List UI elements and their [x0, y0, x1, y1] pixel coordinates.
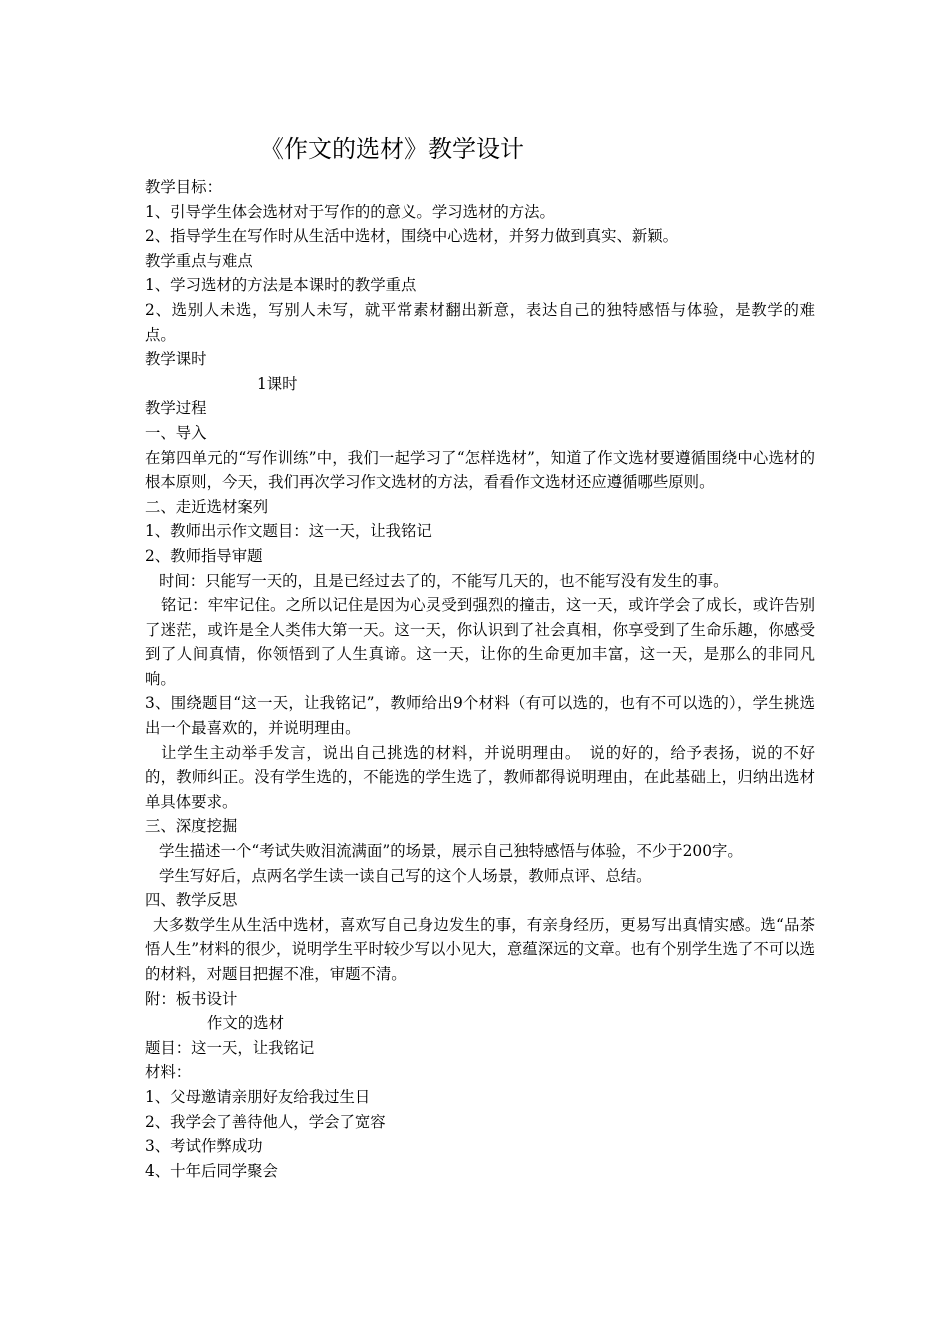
intro-paragraph: 在第四单元的“写作训练”中，我们一起学习了“怎样选材”，知道了作文选材要遵循围绕中心选材的根本原则，今天，我们再次学习作文选材的方法，看看作文选材还应遵循哪些原则。: [145, 448, 815, 492]
heading-class-hours: 教学课时: [145, 350, 207, 369]
deep-task-1: 学生描述一个“考试失败泪流满面”的场景，展示自己独特感悟与体验，不少于200字。: [159, 842, 743, 861]
case-item-3: 3、围绕题目“这一天，让我铭记”，教师给出9个材料（有可以选的，也有不可以选的），学生挑选出一个最喜欢的，并说明理由。: [145, 694, 815, 738]
key-point-2: 2、选别人未选，写别人未写，就平常素材翻出新意，表达自己的独特感悟与体验，是教学的难点。: [145, 300, 815, 344]
material-item-2: 2、我学会了善待他人，学会了宽容: [145, 1112, 386, 1131]
heading-process: 教学过程: [145, 399, 207, 418]
board-title: 作文的选材: [207, 1014, 284, 1033]
material-item-3: 3、考试作弊成功: [145, 1137, 263, 1156]
deep-task-2: 学生写好后，点两名学生读一读自己写的这个人场景，教师点评、总结。: [159, 866, 652, 885]
document-title: 《作文的选材》教学设计: [260, 135, 524, 163]
board-topic: 题目：这一天，让我铭记: [145, 1038, 315, 1057]
reflection-paragraph: 大多数学生从生活中选材，喜欢写自己身边发生的事，有亲身经历，更易写出真情实感。选“品茶悟人生”材料的很少，说明学生平时较少写以小见大，意蕴深远的文章。也有个别学生选了不可以选的材料，对题目把握不准，审题不清。: [145, 915, 815, 983]
section-deep-heading: 三、深度挖掘: [145, 817, 238, 836]
material-item-4: 4、十年后同学聚会: [145, 1161, 278, 1180]
objective-1: 1、引导学生体会选材对于写作的的意义。学习选材的方法。: [145, 202, 555, 221]
class-hours-value: 1课时: [257, 374, 298, 393]
case-item-1: 1、教师出示作文题目：这一天，让我铭记: [145, 522, 432, 541]
time-explanation: 时间：只能写一天的，且是已经过去了的，不能写几天的，也不能写没有发生的事。: [159, 571, 729, 590]
board-design-heading: 附：板书设计: [145, 989, 238, 1008]
discussion-paragraph: 让学生主动举手发言，说出自己挑选的材料，并说明理由。 说的好的，给予表扬，说的不好的，教师纠正。没有学生选的，不能选的学生选了，教师都得说明理由，在此基础上，归纳出选材单具体要求。: [145, 743, 815, 811]
key-point-1: 1、学习选材的方法是本课时的教学重点: [145, 276, 417, 295]
section-case-heading: 二、走近选材案列: [145, 497, 269, 516]
remember-explanation: 铭记：牢牢记住。之所以记住是因为心灵受到强烈的撞击，这一天，或许学会了成长，或许告别了迷茫，或许是全人类伟大第一天。这一天，你认识到了社会真相，你享受到了生命乐趣，你感受到了人间真情，你领悟到了人生真谛。这一天，让你的生命更加丰富，这一天，是那么的非同凡响。: [145, 596, 815, 688]
document-body: [145, 175, 815, 1183]
heading-key-points: 教学重点与难点: [145, 251, 253, 270]
heading-objectives: 教学目标：: [145, 178, 222, 196]
objective-2: 2、指导学生在写作时从生活中选材，围绕中心选材，并努力做到真实、新颖。: [145, 227, 679, 246]
section-intro-heading: 一、导入: [145, 423, 207, 442]
material-item-1: 1、父母邀请亲朋好友给我过生日: [145, 1087, 371, 1106]
board-materials-label: 材料：: [145, 1063, 192, 1082]
case-item-2: 2、教师指导审题: [145, 546, 263, 565]
section-reflection-heading: 四、教学反思: [145, 891, 238, 910]
